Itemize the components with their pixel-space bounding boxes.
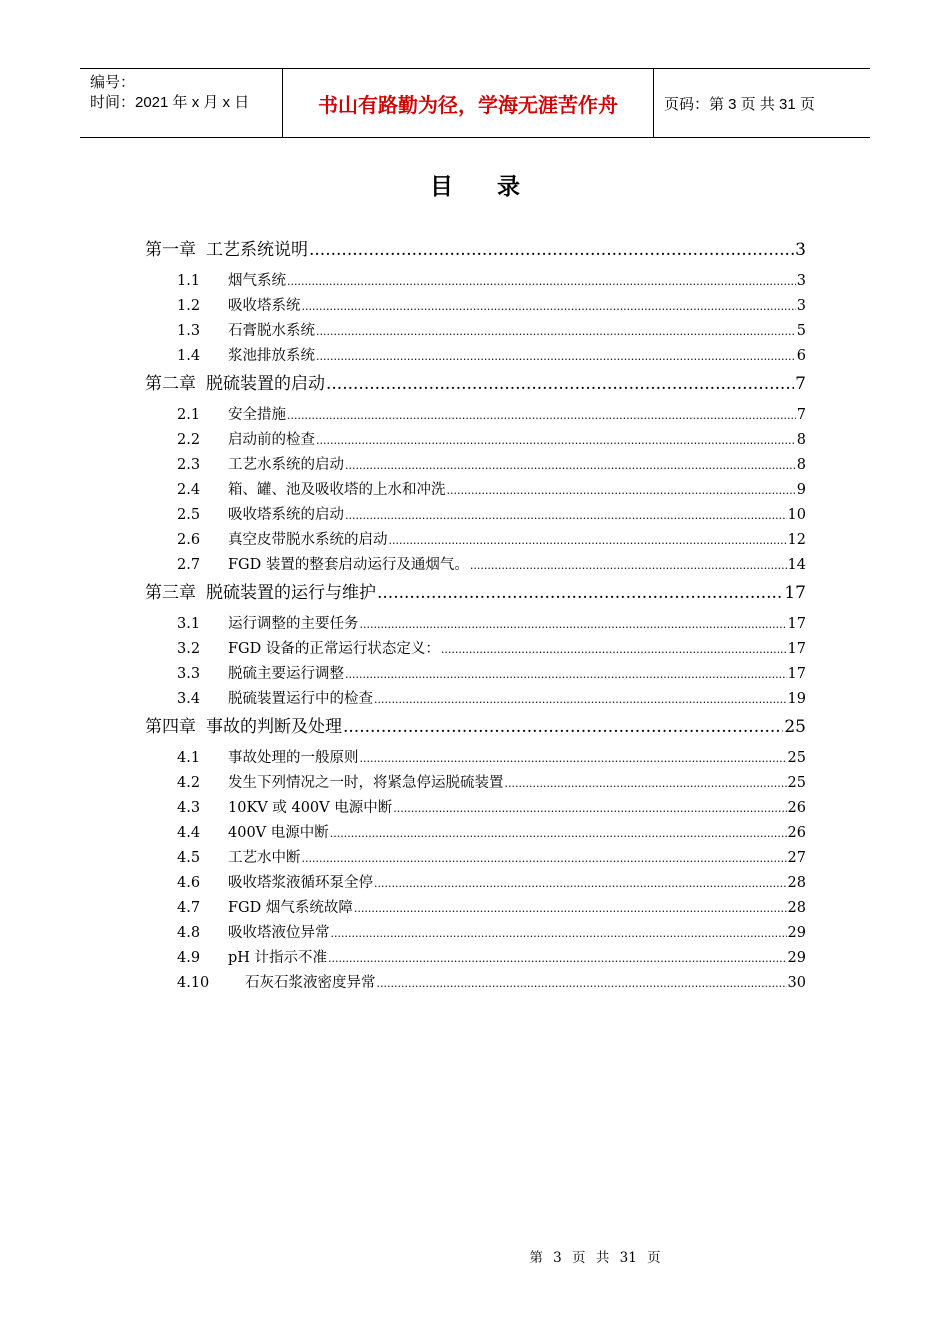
toc-leader-dots [345, 666, 787, 682]
toc-leader-dots [302, 298, 796, 314]
toc-entry-title: FGD 装置的整套启动运行及通烟气。 [228, 557, 469, 573]
toc-entry-number: 3.1 [177, 616, 201, 632]
toc-entry-page: 25 [787, 750, 806, 766]
toc-entry-page: 25 [784, 717, 806, 737]
toc-entry-page: 26 [787, 825, 806, 841]
toc-section-entry[interactable] [145, 687, 806, 712]
header-page-info: 页码：第 3 页 共 31 页 [664, 95, 815, 113]
toc-entry-number: 4.1 [177, 750, 201, 766]
toc-leader-dots [354, 900, 787, 916]
toc-entry-title: 脱硫装置运行中的检查 [228, 691, 373, 707]
toc-entry-title: 石膏脱水系统 [228, 323, 315, 339]
toc-entry-number: 4.8 [177, 925, 201, 941]
toc-entry-number: 1.1 [177, 273, 201, 289]
toc-leader-dots [302, 850, 787, 866]
toc-entry-number: 4.7 [177, 900, 201, 916]
header-meta [80, 69, 282, 137]
toc-entry-number: 1.4 [177, 348, 201, 364]
toc-entry-title: 吸收塔系统 [228, 298, 301, 314]
toc-entry-page: 29 [787, 950, 806, 966]
toc-entry-page: 7 [795, 374, 806, 394]
toc-entry-number: 4.4 [177, 825, 201, 841]
toc-section-entry[interactable] [145, 921, 806, 946]
toc-leader-dots [309, 240, 794, 260]
toc-entry-page: 9 [796, 482, 806, 498]
page-title: 目录 [430, 174, 564, 200]
toc-leader-dots [287, 407, 796, 423]
toc-section-entry[interactable] [145, 871, 806, 896]
toc-section-entry[interactable] [145, 453, 806, 478]
toc-entry-page: 26 [787, 800, 806, 816]
toc-entry-page: 19 [787, 691, 806, 707]
toc-section-entry[interactable] [145, 946, 806, 971]
toc-entry-number: 第四章 [145, 717, 196, 737]
toc-entry-number: 2.2 [177, 432, 201, 448]
footer-part: 第 [529, 1250, 543, 1266]
toc-entry-title: 工艺系统说明 [206, 240, 308, 260]
toc-section-entry[interactable] [145, 294, 806, 319]
toc-leader-dots [377, 583, 783, 603]
toc-entry-title: FGD 设备的正常运行状态定义： [228, 641, 440, 657]
toc-leader-dots [331, 925, 787, 941]
toc-entry-title: 吸收塔浆液循环泵全停 [228, 875, 373, 891]
toc-chapter-entry[interactable] [145, 235, 806, 261]
toc-leader-dots [505, 775, 787, 791]
toc-entry-number: 4.9 [177, 950, 201, 966]
toc-entry-number: 第一章 [145, 240, 196, 260]
toc-entry-number: 4.2 [177, 775, 201, 791]
toc-entry-page: 29 [787, 925, 806, 941]
toc-entry-page: 14 [787, 557, 806, 573]
toc-entry-page: 8 [796, 457, 806, 473]
toc-entry-title: 运行调整的主要任务 [228, 616, 359, 632]
footer-part: 31 [619, 1250, 637, 1266]
toc-entry-page: 7 [796, 407, 806, 423]
toc-entry-title: FGD 烟气系统故障 [228, 900, 353, 916]
toc-entry-number: 第三章 [145, 583, 196, 603]
toc-entry-number: 3.4 [177, 691, 201, 707]
toc-leader-dots [441, 641, 787, 657]
toc-leader-dots [374, 875, 787, 891]
toc-leader-dots [360, 750, 787, 766]
toc-leader-dots [287, 273, 796, 289]
toc-entry-title: 发生下列情况之一时，将紧急停运脱硫装置 [228, 775, 504, 791]
page-footer [0, 1246, 950, 1266]
toc-entry-page: 30 [787, 975, 806, 991]
toc-leader-dots [345, 457, 796, 473]
toc-leader-dots [343, 717, 783, 737]
toc-entry-number: 3.2 [177, 641, 201, 657]
toc-section-entry[interactable] [145, 662, 806, 687]
toc-entry-title: 脱硫装置的运行与维护 [206, 583, 376, 603]
toc-section-entry[interactable] [145, 846, 806, 871]
toc-leader-dots [316, 432, 796, 448]
toc-entry-title: 事故的判断及处理 [206, 717, 342, 737]
toc-entry-title: 400V 电源中断 [228, 825, 329, 841]
toc-entry-number: 4.5 [177, 850, 201, 866]
toc-entry-number: 2.7 [177, 557, 201, 573]
toc-section-entry[interactable] [145, 319, 806, 344]
toc-entry-number: 2.1 [177, 407, 201, 423]
toc-entry-number: 4.3 [177, 800, 201, 816]
toc-entry-title: 脱硫装置的启动 [206, 374, 325, 394]
toc-entry-page: 17 [787, 616, 806, 632]
toc-section-entry[interactable] [145, 612, 806, 637]
toc-entry-page: 17 [787, 641, 806, 657]
toc-entry-title: 启动前的检查 [228, 432, 315, 448]
toc-entry-title: pH 计指示不准 [228, 950, 328, 966]
toc-leader-dots [330, 825, 787, 841]
footer-part: 页 [572, 1250, 586, 1266]
footer-part: 共 [595, 1250, 610, 1266]
toc-entry-page: 3 [796, 298, 806, 314]
toc-section-entry[interactable] [145, 403, 806, 428]
toc-leader-dots [316, 348, 796, 364]
toc-section-entry[interactable] [145, 746, 806, 771]
toc-entry-page: 25 [787, 775, 806, 791]
toc-section-entry[interactable] [145, 553, 806, 578]
toc-entry-page: 12 [787, 532, 806, 548]
toc-chapter-entry[interactable] [145, 578, 806, 604]
toc-entry-title: 10KV 或 400V 电源中断 [228, 800, 393, 816]
toc-entry-page: 8 [796, 432, 806, 448]
header-motto: 书山有路勤为径，学海无涯苦作舟 [282, 69, 654, 137]
toc-leader-dots [316, 323, 796, 339]
toc-section-entry[interactable] [145, 269, 806, 294]
toc-entry-page: 28 [787, 875, 806, 891]
footer-part: 3 [553, 1250, 562, 1266]
toc-entry-title: 真空皮带脱水系统的启动 [228, 532, 388, 548]
toc-entry-title: 工艺水中断 [228, 850, 301, 866]
toc-entry-number: 第二章 [145, 374, 196, 394]
header-code: 编号： [90, 74, 136, 91]
toc-entry-number: 2.3 [177, 457, 201, 473]
toc-entry-title: 脱硫主要运行调整 [228, 666, 344, 682]
toc-entry-title: 吸收塔系统的启动 [228, 507, 344, 523]
toc-leader-dots [393, 800, 786, 816]
toc-entry-page: 3 [796, 273, 806, 289]
toc-entry-page: 28 [787, 900, 806, 916]
toc-section-entry[interactable] [145, 796, 806, 821]
toc-entry-page: 6 [796, 348, 806, 364]
toc-entry-number: 2.5 [177, 507, 201, 523]
page-header [80, 68, 870, 138]
toc-section-entry[interactable] [145, 344, 806, 369]
toc-entry-number: 3.3 [177, 666, 201, 682]
footer-part: 页 [647, 1250, 661, 1266]
toc-section-entry[interactable] [145, 637, 806, 662]
toc-leader-dots [360, 616, 787, 632]
toc-entry-title: 烟气系统 [228, 273, 286, 289]
toc-entry-title: 工艺水系统的启动 [228, 457, 344, 473]
toc-leader-dots [389, 532, 787, 548]
toc-entry-title: 浆池排放系统 [228, 348, 315, 364]
toc-leader-dots [377, 975, 787, 991]
toc-section-entry[interactable] [145, 428, 806, 453]
toc-entry-number: 1.3 [177, 323, 201, 339]
toc-entry-number: 4.10 [177, 975, 210, 991]
toc-entry-page: 10 [787, 507, 806, 523]
toc-entry-page: 17 [787, 666, 806, 682]
toc-section-entry[interactable] [145, 896, 806, 921]
toc-section-entry[interactable] [145, 771, 806, 796]
toc-entry-page: 3 [795, 240, 806, 260]
toc-entry-number: 4.6 [177, 875, 201, 891]
toc-entry-page: 27 [787, 850, 806, 866]
toc-entry-number: 1.2 [177, 298, 201, 314]
toc-leader-dots [326, 374, 794, 394]
toc-section-entry[interactable] [145, 503, 806, 528]
toc-chapter-entry[interactable] [145, 712, 806, 738]
toc-entry-title: 安全措施 [228, 407, 286, 423]
toc-chapter-entry[interactable] [145, 369, 806, 395]
toc-entry-title: 吸收塔液位异常 [228, 925, 330, 941]
toc-leader-dots [345, 507, 787, 523]
toc-entry-title: 石灰石浆液密度异常 [245, 975, 376, 991]
toc-leader-dots [470, 557, 787, 573]
toc-entry-page: 5 [796, 323, 806, 339]
toc-section-entry[interactable] [145, 478, 806, 503]
toc-leader-dots [374, 691, 787, 707]
toc-section-entry[interactable] [145, 971, 806, 996]
toc-entry-title: 箱、罐、池及吸收塔的上水和冲洗 [228, 482, 446, 498]
table-of-contents [145, 235, 806, 996]
toc-leader-dots [328, 950, 787, 966]
toc-entry-number: 2.4 [177, 482, 201, 498]
header-time: 时间：2021 年 x 月 x 日 [90, 94, 250, 111]
toc-entry-number: 2.6 [177, 532, 201, 548]
toc-section-entry[interactable] [145, 528, 806, 553]
toc-leader-dots [447, 482, 796, 498]
toc-entry-page: 17 [784, 583, 806, 603]
toc-section-entry[interactable] [145, 821, 806, 846]
toc-entry-title: 事故处理的一般原则 [228, 750, 359, 766]
